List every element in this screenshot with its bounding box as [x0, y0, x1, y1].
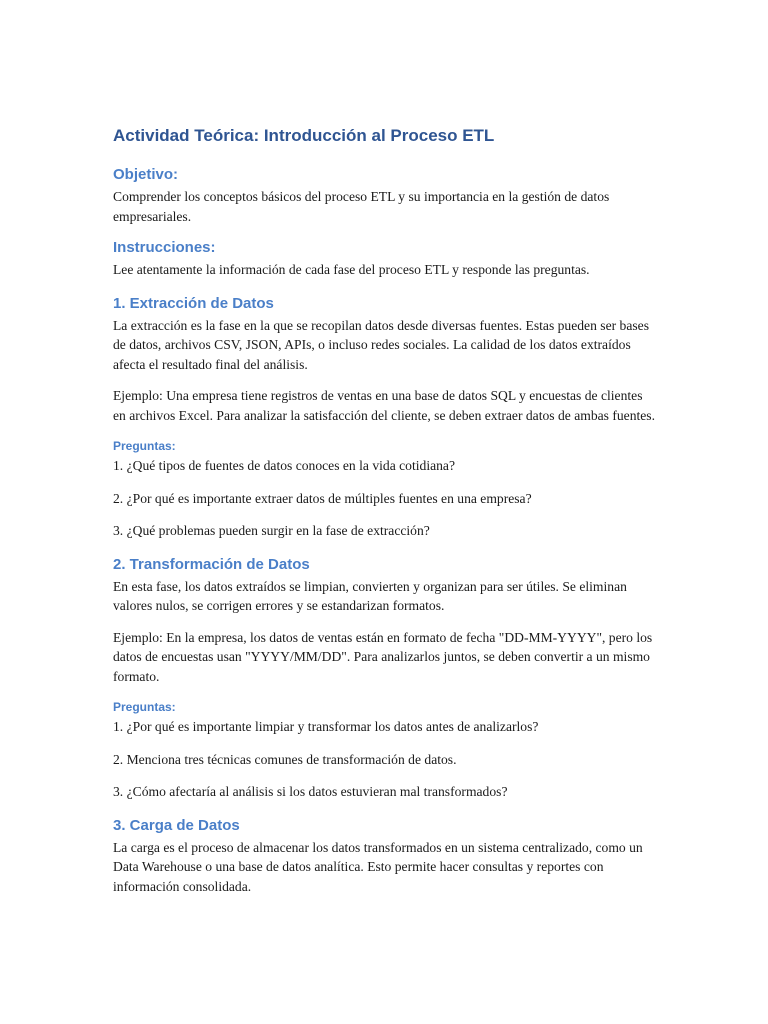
question-item: 1. ¿Por qué es importante limpiar y transformar los datos antes de analizarlos?: [113, 719, 539, 734]
section-text-transformacion: En esta fase, los datos extraídos se limpian, convierten y organizan para ser útiles. Se eliminan valores nulos, se corrigen errores y se estandarizan formatos.: [113, 578, 627, 613]
document-title: Actividad Teórica: Introducción al Proceso ETL: [113, 126, 495, 145]
section-example-extraccion: Ejemplo: Una empresa tiene registros de ventas en una base de datos SQL y encuestas de clientes en archivos Excel. Para analizar la satisfacción del cliente, se deben extraer datos de ambas fuentes.: [113, 388, 655, 423]
question-item: 2. Menciona tres técnicas comunes de transformación de datos.: [113, 751, 457, 767]
question-item: 2. ¿Por qué es importante extraer datos de múltiples fuentes en una empresa?: [113, 490, 532, 506]
section-heading-carga: 3. Carga de Datos: [113, 816, 240, 834]
instrucciones-heading: Instrucciones:: [113, 239, 216, 256]
section-heading-extraccion: 1. Extracción de Datos: [113, 294, 274, 312]
document-page: [113, 124, 658, 908]
section-example-transformacion: Ejemplo: En la empresa, los datos de ventas están en formato de fecha "DD-MM-YYYY", pero los datos de encuestas usan "YYYY/MM/DD". Para analizarlos juntos, se deben convertir a un mismo formato.: [113, 629, 653, 684]
objetivo-text: Comprender los conceptos básicos del proceso ETL y su importancia en la gestión de datos empresariales.: [113, 189, 610, 224]
question-item: 3. ¿Qué problemas pueden surgir en la fase de extracción?: [113, 523, 430, 538]
objetivo-heading: Objetivo:: [113, 166, 179, 183]
section-text-carga: La carga es el proceso de almacenar los datos transformados en un sistema centralizado, como un Data Warehouse o una base de datos analítica. Esto permite hacer consultas y reportes con información consolidada.: [113, 839, 643, 894]
section-text-extraccion: La extracción es la fase en la que se recopilan datos desde diversas fuentes. Estas pueden ser bases de datos, archivos CSV, JSON, APIs, o incluso redes sociales. La calidad de los datos extraídos afecta el resultado final del análisis.: [113, 317, 649, 372]
question-item: 1. ¿Qué tipos de fuentes de datos conoces en la vida cotidiana?: [113, 458, 455, 473]
section-heading-transformacion: 2. Transformación de Datos: [113, 555, 310, 573]
question-item: 3. ¿Cómo afectaría al análisis si los datos estuvieran mal transformados?: [113, 784, 508, 799]
instrucciones-text: Lee atentamente la información de cada fase del proceso ETL y responde las preguntas.: [113, 262, 590, 277]
questions-heading-transformacion: Preguntas:: [113, 700, 176, 714]
questions-heading-extraccion: Preguntas:: [113, 439, 176, 453]
